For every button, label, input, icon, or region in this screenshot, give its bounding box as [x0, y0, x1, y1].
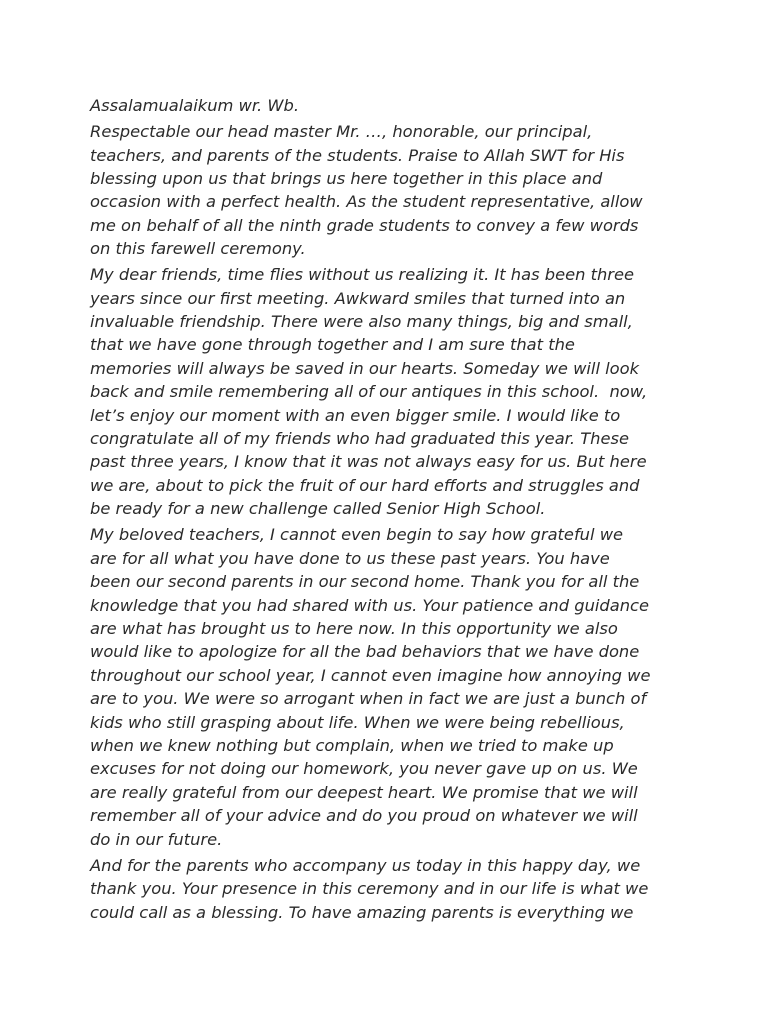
paragraph-friends: My dear friends, time flies without us realizing it. It has been three years since our first meeting. Awkward smiles that turned into an invaluable friendship. There were also many things, big and small, that we have gone through together and I am sure that the memories will always be saved in our hearts. Someday we will look back and smile remembering all of our antiques in this school. now, let’s enjoy our moment with an even bigger smile. I would like to congratulate all of my friends who had graduated this year. These past three years, I know that it was not always easy for us. But here we are, about to pick the fruit of our hard efforts and struggles and be ready for a new challenge called Senior High School. — [90, 265, 648, 519]
paragraph-parents: And for the parents who accompany us today in this happy day, we thank you. Your presence in this ceremony and in our life is what we could call as a blessing. To have amazing parents is everything we — [90, 855, 649, 922]
speech-text — [90, 94, 690, 927]
paragraph-opening: Respectable our head master Mr. …, honorable, our principal, teachers, and parents of the students. Praise to Allah SWT for His blessing upon us that brings us here together in this place and occasion with a perfect health. As the student representative, allow me on behalf of all the ninth grade students to convey a few words on this farewell ceremony. — [90, 122, 643, 259]
paragraph-teachers: My beloved teachers, I cannot even begin to say how grateful we are for all what you have done to us these past years. You have been our second parents in our second home. Thank you for all the knowledge that you had shared with us. Your patience and guidance are what has brought us to here now. In this opportunity we also would like to apologize for all the bad behaviors that we have done throughout our school year, I cannot even imagine how annoying we are to you. We were so arrogant when in fact we are just a bunch of kids who still grasping about life. When we were being rebellious, when we knew nothing but complain, when we tried to make up excuses for not doing our homework, you never gave up on us. We are really grateful from our deepest heart. We promise that we will remember all of your advice and do you proud on whatever we will do in our future. — [90, 525, 651, 849]
greeting-line: Assalamualaikum wr. Wb. — [90, 96, 300, 115]
